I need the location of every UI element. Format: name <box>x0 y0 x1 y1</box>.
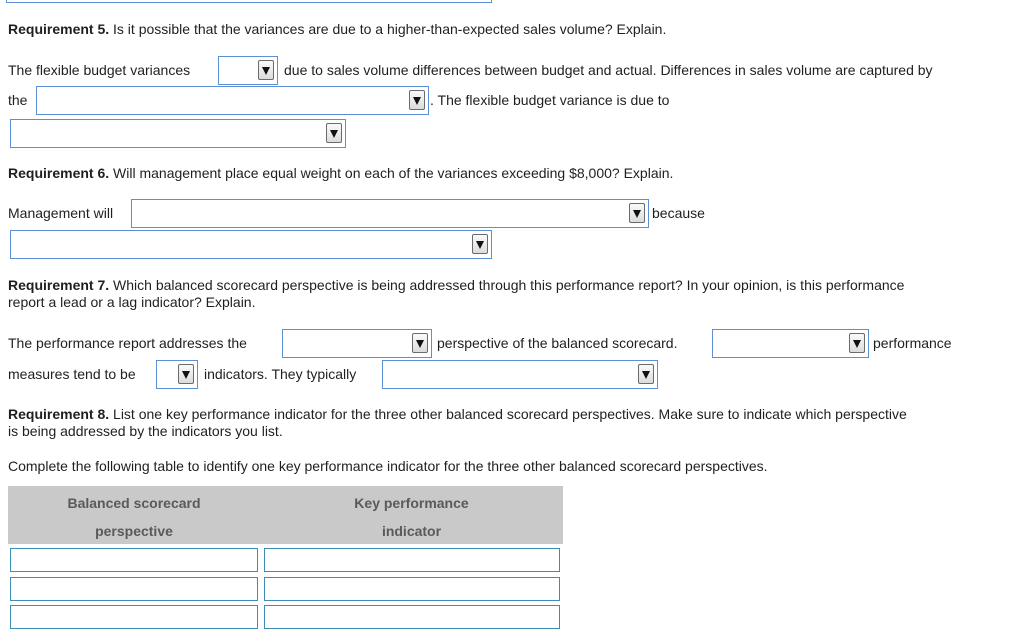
row3-kpi-input[interactable] <box>264 605 560 629</box>
req7-text-performance: performance <box>873 335 952 351</box>
req7-dropdown-measure-type[interactable] <box>712 329 869 358</box>
requirement-7-question-cont: report a lead or a lag indicator? Explain. <box>8 294 256 310</box>
req5-text-due-to: due to sales volume differences between budget and actual. Differences in sales volume are captured by <box>284 62 933 78</box>
req5-dropdown-are-not[interactable] <box>218 56 278 85</box>
req7-dropdown-lead-lag[interactable] <box>156 360 198 389</box>
requirement-6-title: Requirement 6. <box>8 165 110 181</box>
requirement-7-heading <box>8 277 1018 311</box>
req6-dropdown-reason[interactable] <box>10 230 492 259</box>
req5-dropdown-captured-by[interactable] <box>36 86 429 115</box>
requirement-5-question: Is it possible that the variances are due to a higher-than-expected sales volume? Explain. <box>109 21 667 37</box>
req7-text-perspective: perspective of the balanced scorecard. <box>437 335 678 351</box>
row2-perspective-input[interactable] <box>10 577 258 601</box>
req7-dropdown-typically[interactable] <box>382 360 658 389</box>
chevron-down-icon <box>638 364 654 384</box>
req6-text-because: because <box>652 205 705 221</box>
row3-perspective-input[interactable] <box>10 605 258 629</box>
chevron-down-icon <box>472 234 488 254</box>
req7-text-addresses: The performance report addresses the <box>8 335 247 351</box>
kpi-table-header <box>8 486 563 544</box>
row1-perspective-input[interactable] <box>10 548 258 572</box>
requirement-8-title: Requirement 8. <box>8 406 110 422</box>
header-perspective-line1: Balanced scorecard <box>67 495 201 511</box>
req5-text-variances: The flexible budget variances <box>8 62 191 78</box>
req5-text-flexible: . The flexible budget variance is due to <box>430 92 670 108</box>
requirement-8-question: List one key performance indicator for the three other balanced scorecard perspectives. Make sure to indicate which perspective <box>109 406 907 422</box>
requirement-6-heading <box>8 165 673 182</box>
req8-instruction: Complete the following table to identify one key performance indicator for the three other balanced scorecard perspectives. <box>8 458 768 474</box>
row1-kpi-input[interactable] <box>264 548 560 572</box>
chevron-down-icon <box>258 60 274 80</box>
previous-dropdown-edge <box>6 0 492 3</box>
header-kpi-line1: Key performance <box>354 495 469 511</box>
requirement-6-question: Will management place equal weight on each of the variances exceeding $8,000? Explain. <box>109 165 674 181</box>
req5-text-the: the <box>8 92 28 108</box>
header-perspective-line2: perspective <box>95 523 173 539</box>
chevron-down-icon <box>412 333 428 353</box>
req6-dropdown-weight[interactable] <box>131 199 649 228</box>
chevron-down-icon <box>326 123 342 143</box>
req7-text-indicators: indicators. They typically <box>204 366 357 382</box>
req7-text-measures: measures tend to be <box>8 366 136 382</box>
chevron-down-icon <box>629 203 645 223</box>
chevron-down-icon <box>178 364 194 384</box>
row2-kpi-input[interactable] <box>264 577 560 601</box>
requirement-5-heading <box>8 21 666 38</box>
chevron-down-icon <box>849 333 865 353</box>
req7-dropdown-perspective[interactable] <box>282 329 432 358</box>
header-kpi-line2: indicator <box>381 523 442 539</box>
requirement-5-title: Requirement 5. <box>8 21 110 37</box>
requirement-7-question: Which balanced scorecard perspective is being addressed through this performance report? In your opinion, is this performance <box>109 277 905 293</box>
chevron-down-icon <box>409 90 425 110</box>
requirement-8-heading <box>8 406 1020 440</box>
req5-dropdown-due-to[interactable] <box>10 119 346 148</box>
requirement-8-question-cont: is being addressed by the indicators you list. <box>8 423 283 439</box>
req6-text-management: Management will <box>8 205 114 221</box>
requirement-7-title: Requirement 7. <box>8 277 110 293</box>
